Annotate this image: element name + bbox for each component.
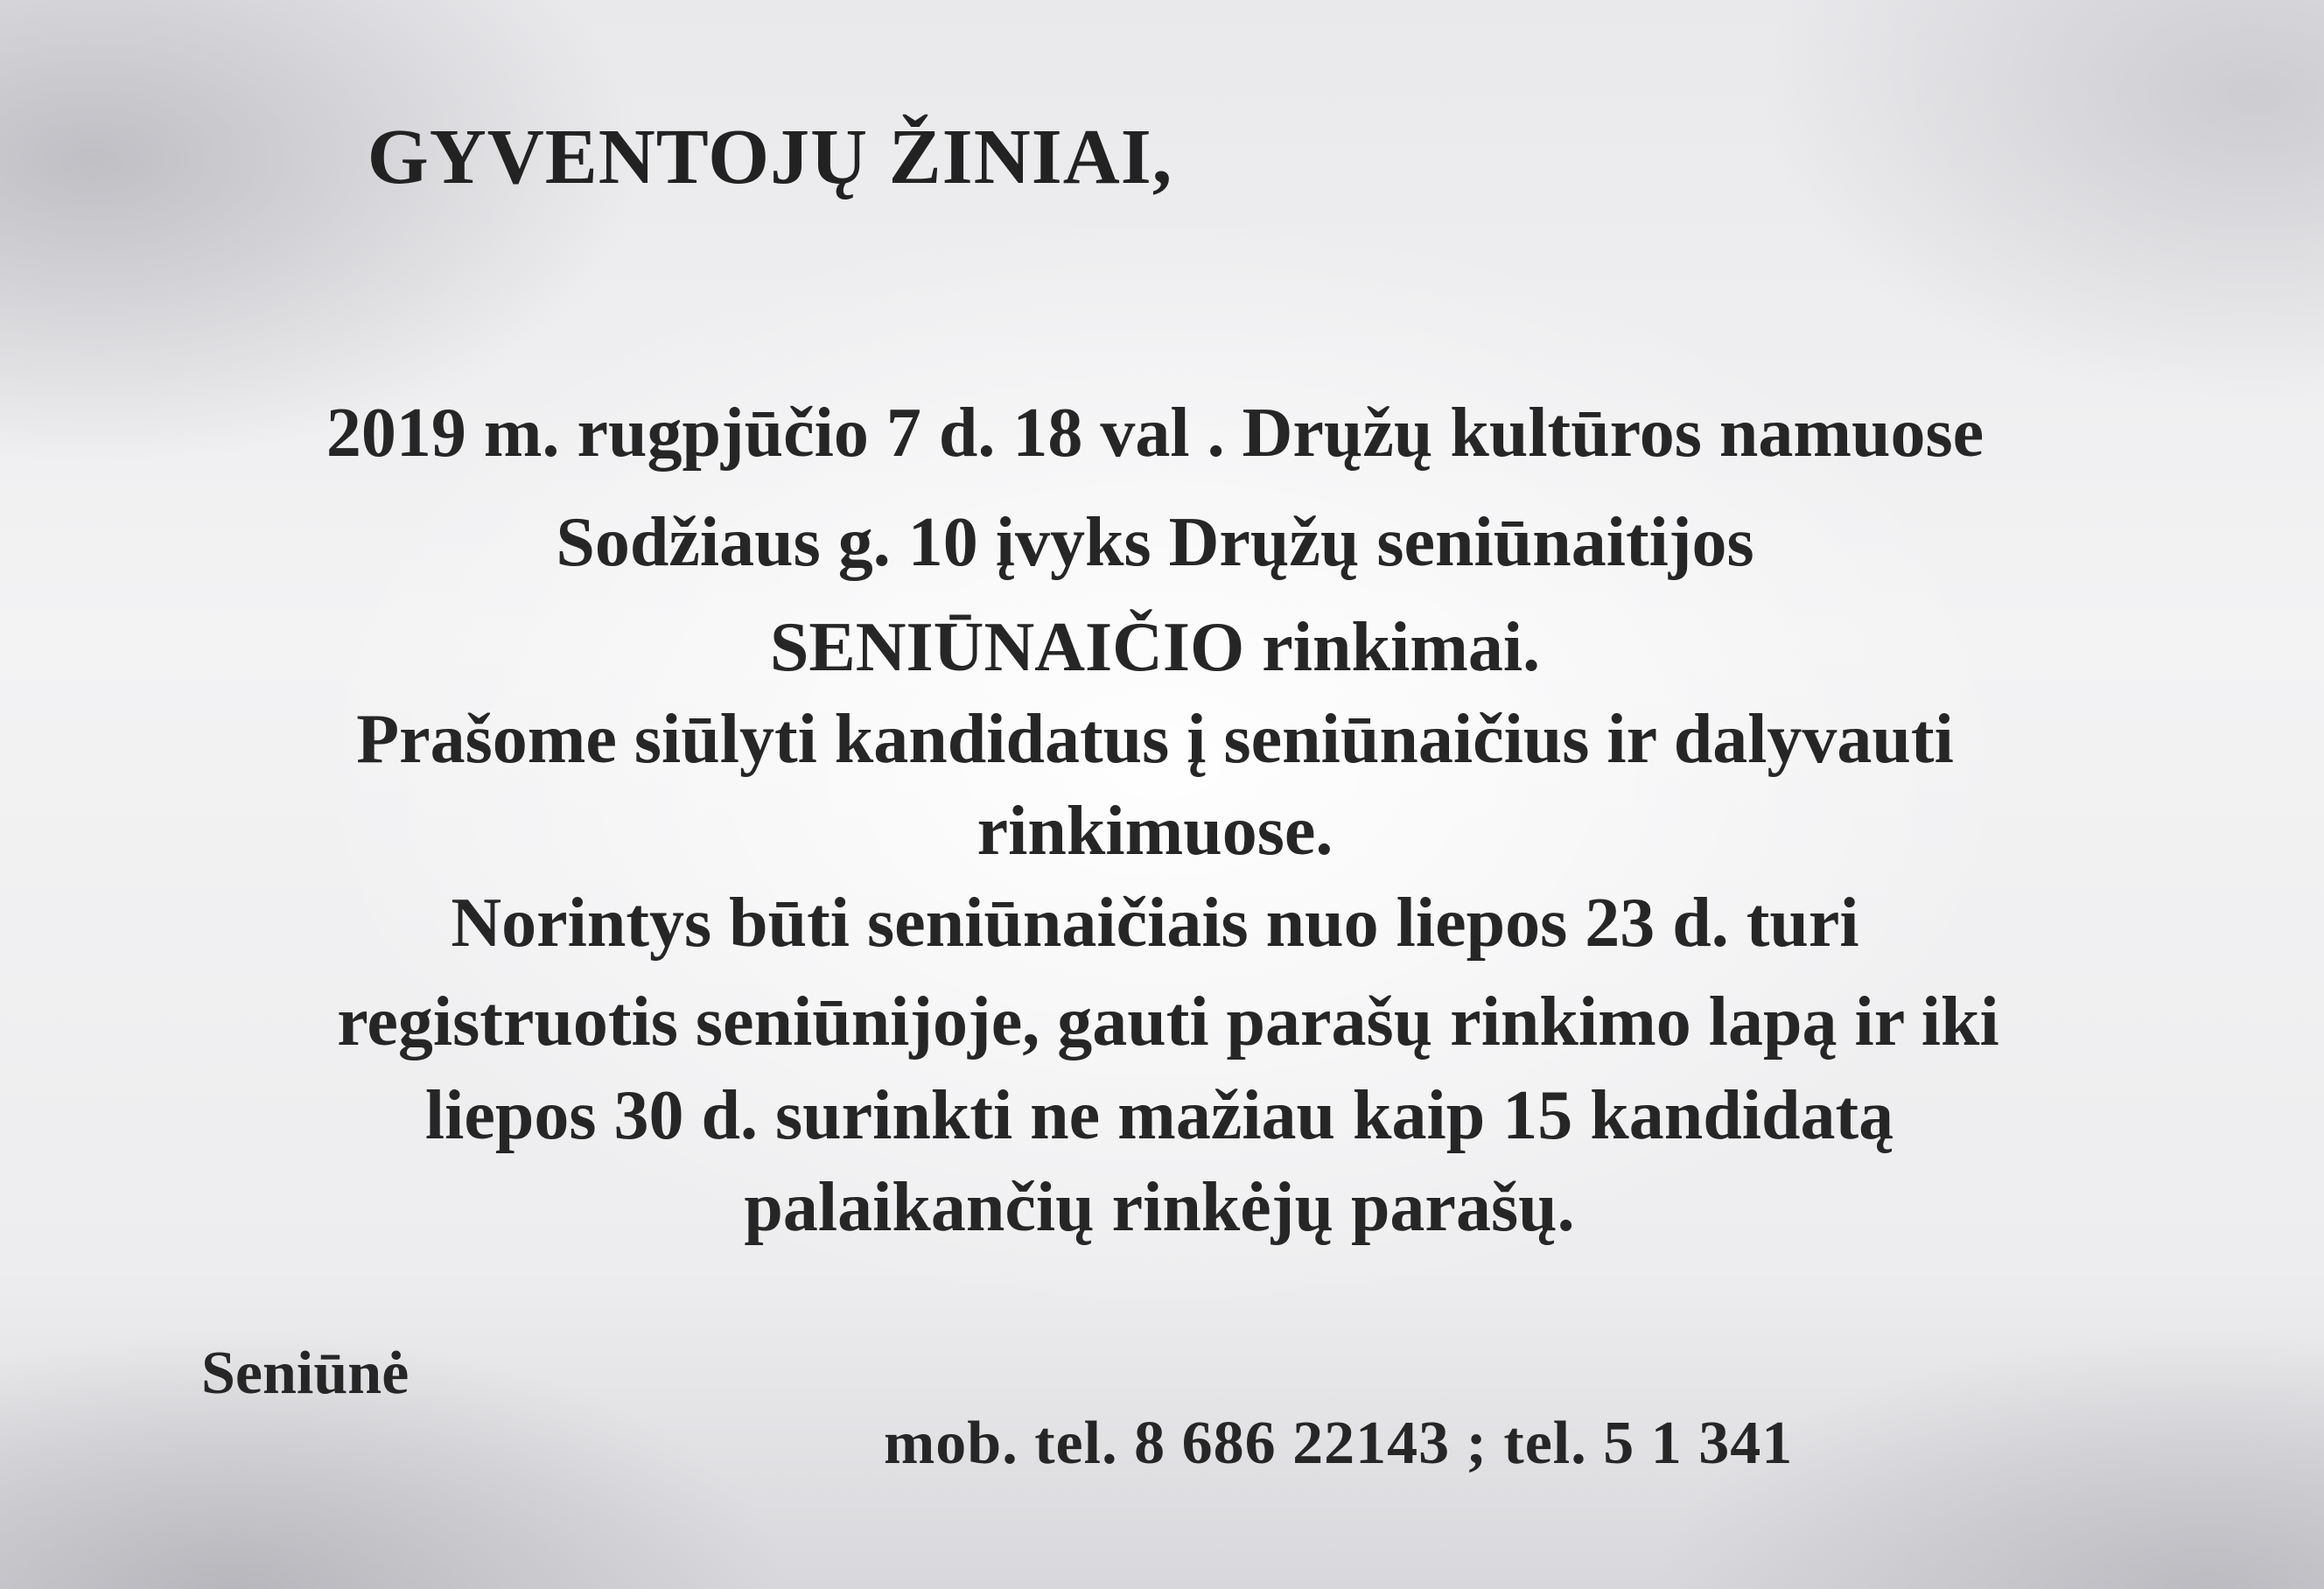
- notice-line: SENIŪNAIČIO rinkimai.: [769, 609, 1541, 686]
- notice-title: GYVENTOJŲ ŽINIAI,: [367, 114, 1173, 200]
- notice-line: liepos 30 d. surinkti ne mažiau kaip 15 kandidatą: [424, 1077, 1894, 1154]
- notice-line: 2019 m. rugpjūčio 7 d. 18 val . Drųžų kultūros namuose: [326, 395, 1984, 472]
- notice-line: Sodžiaus g. 10 įvyks Drųžų seniūnaitijos: [556, 504, 1754, 581]
- notice-line: Prašome siūlyti kandidatus į seniūnaičius ir dalyvauti: [356, 701, 1954, 778]
- signature-label: Seniūnė: [201, 1340, 410, 1407]
- notice-line: Norintys būti seniūnaičiais nuo liepos 23 d. turi: [451, 885, 1859, 962]
- notice-line: palaikančių rinkėjų parašų.: [744, 1169, 1575, 1246]
- notice-line: registruotis seniūnijoje, gauti parašų rinkimo lapą ir iki: [337, 984, 1999, 1060]
- phone-numbers: mob. tel. 8 686 22143 ; tel. 5 1 341: [884, 1410, 1794, 1477]
- notice-line: rinkimuose.: [976, 793, 1334, 870]
